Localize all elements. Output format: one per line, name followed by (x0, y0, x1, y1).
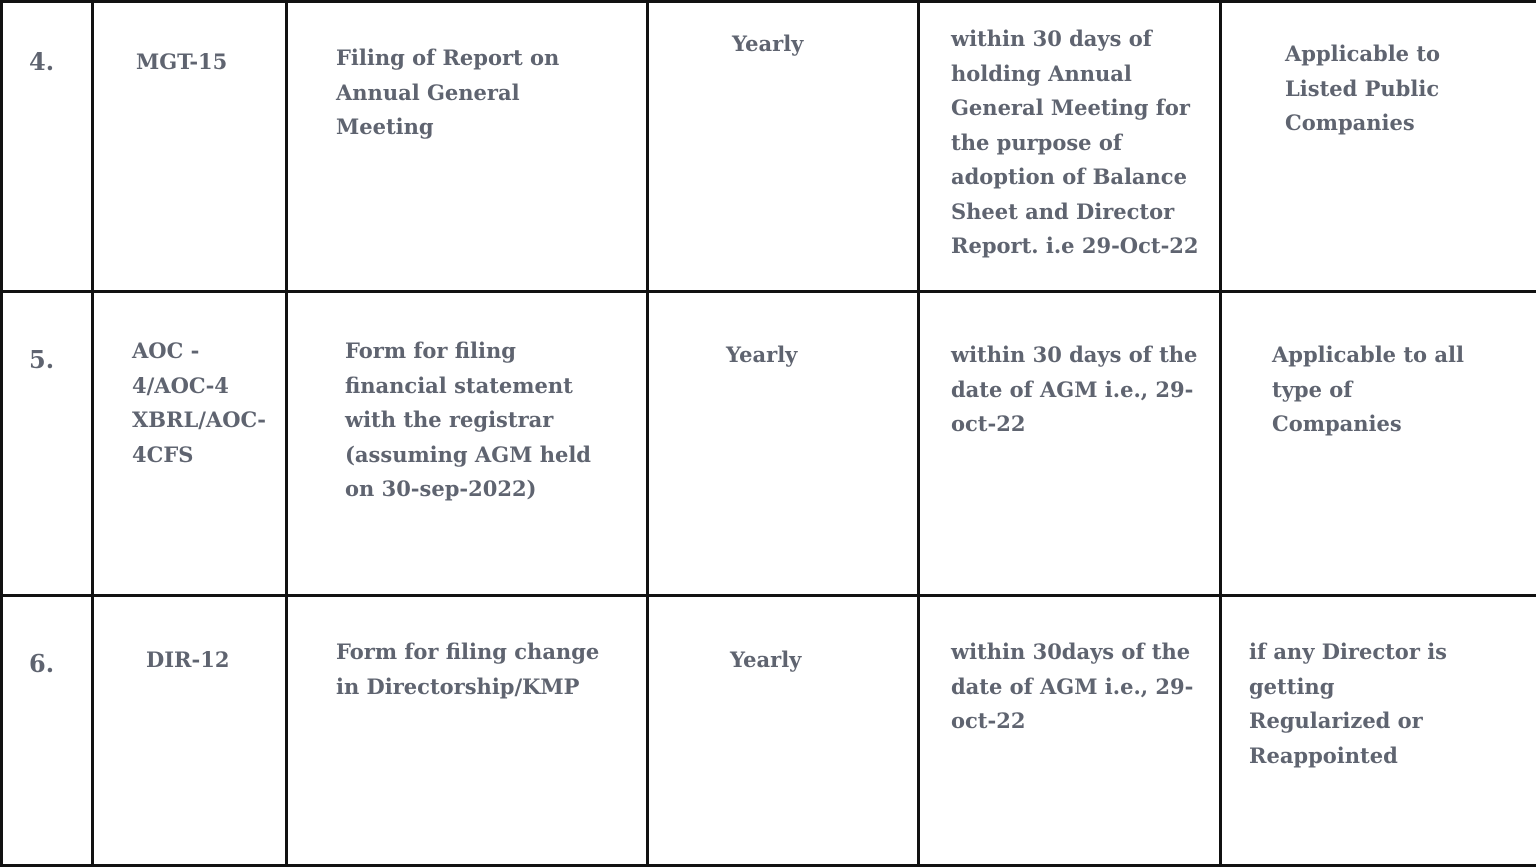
applicability-text: Applicable to Listed Public Companies (1285, 37, 1440, 141)
applicability-text: if any Director is getting Regularized or Reappointed (1249, 635, 1447, 773)
frequency-text: Yearly (730, 643, 801, 678)
due-date-text: within 30days of the date of AGM i.e., 29- oct-22 (951, 635, 1193, 739)
table-row (2, 2, 1536, 292)
form-name: DIR-12 (146, 643, 229, 678)
due-date-cell (919, 596, 1221, 866)
serial-number: 4. (29, 45, 54, 80)
due-date-cell (919, 292, 1221, 596)
table-row (2, 292, 1536, 596)
purpose-text: Form for filing change in Directorship/KMP (336, 635, 599, 704)
purpose-text: Filing of Report on Annual General Meeting (336, 41, 559, 145)
form-name: MGT-15 (136, 45, 227, 80)
purpose-cell (287, 2, 648, 292)
due-date-cell (919, 2, 1221, 292)
serial-number-cell (2, 596, 93, 866)
applicability-cell (1221, 596, 1536, 866)
frequency-text: Yearly (726, 338, 797, 373)
frequency-cell (648, 2, 919, 292)
applicability-text: Applicable to all type of Companies (1272, 338, 1464, 442)
form-name-cell (93, 2, 287, 292)
frequency-cell (648, 292, 919, 596)
frequency-text: Yearly (732, 27, 803, 62)
form-name: AOC - 4/AOC-4 XBRL/AOC- 4CFS (132, 334, 266, 472)
form-name-cell (93, 292, 287, 596)
purpose-cell (287, 292, 648, 596)
applicability-cell (1221, 2, 1536, 292)
purpose-cell (287, 596, 648, 866)
due-date-text: within 30 days of the date of AGM i.e., 29- oct-22 (951, 338, 1197, 442)
table-row (2, 596, 1536, 866)
serial-number-cell (2, 2, 93, 292)
frequency-cell (648, 596, 919, 866)
applicability-cell (1221, 292, 1536, 596)
form-name-cell (93, 596, 287, 866)
serial-number: 6. (29, 647, 54, 682)
serial-number-cell (2, 292, 93, 596)
due-date-text: within 30 days of holding Annual General Meeting for the purpose of adoption of Balance Sheet and Director Report. i.e 29-Oct-22 (951, 22, 1199, 264)
serial-number: 5. (29, 343, 54, 378)
purpose-text: Form for filing financial statement with the registrar (assuming AGM held on 30-sep-2022) (345, 334, 591, 507)
